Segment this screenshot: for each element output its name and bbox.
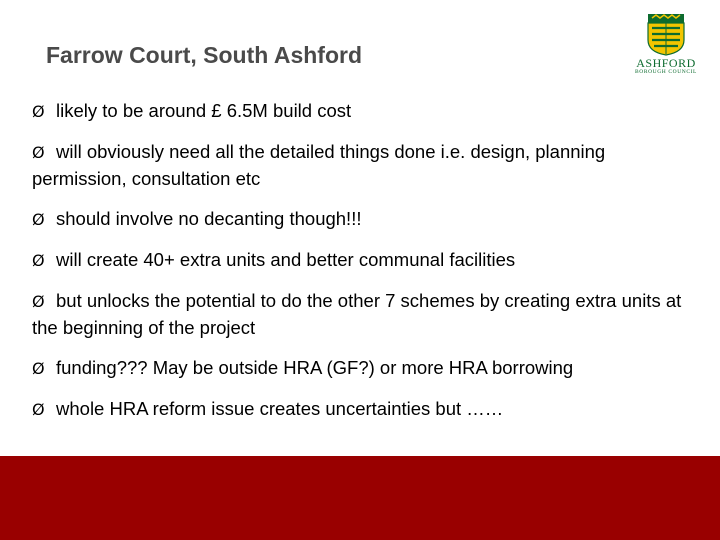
bullet-item [32,98,692,125]
bullet-item [32,206,692,233]
arrow-bullet-icon: Ø [32,102,45,121]
arrow-bullet-icon: Ø [32,292,45,311]
bullet-list [32,98,692,437]
arrow-bullet-icon: Ø [32,359,45,378]
bullet-text: will create 40+ extra units and better communal facilities [56,249,516,270]
bullet-text: should involve no decanting though!!! [56,208,362,229]
footer-band [0,456,720,540]
bullet-text: whole HRA reform issue creates uncertainties but …… [56,398,504,419]
bullet-item [32,288,692,341]
bullet-item [32,139,692,192]
logo-wordmark: ASHFORD [636,56,696,70]
bullet-text: funding??? May be outside HRA (GF?) or more HRA borrowing [56,357,574,378]
bullet-item [32,247,692,274]
arrow-bullet-icon: Ø [32,210,45,229]
ashford-borough-council-logo [624,12,708,78]
bullet-text: will obviously need all the detailed things done i.e. design, planning permission, consultation etc [32,141,606,189]
logo-subtitle: BOROUGH COUNCIL [634,69,697,75]
arrow-bullet-icon: Ø [32,400,45,419]
slide-title: Farrow Court, South Ashford [46,42,363,68]
arrow-bullet-icon: Ø [32,143,45,162]
bullet-item [32,355,692,382]
bullet-item [32,396,692,423]
ashford-crest-icon [624,12,708,56]
arrow-bullet-icon: Ø [32,251,45,270]
bullet-text: likely to be around £ 6.5M build cost [56,100,352,121]
bullet-text: but unlocks the potential to do the other 7 schemes by creating extra units at the beginning of the project [32,290,682,338]
